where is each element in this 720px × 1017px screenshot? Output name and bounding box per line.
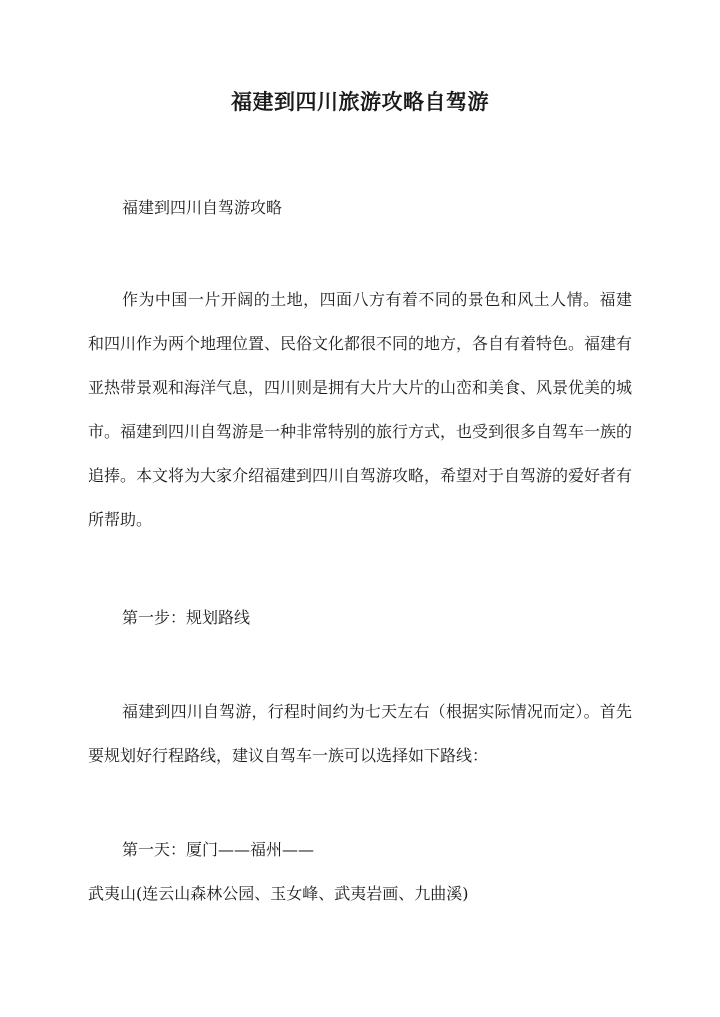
step1-paragraph: 福建到四川自驾游，行程时间约为七天左右（根据实际情况而定）。首先要规划好行程路线，建议自驾车一族可以选择如下路线： bbox=[88, 702, 632, 765]
document-title: 福建到四川旅游攻略自驾游 bbox=[231, 89, 489, 114]
section-subtitle: 福建到四川自驾游攻略 bbox=[122, 198, 283, 217]
step1-heading: 第一步：规划路线 bbox=[122, 608, 251, 627]
intro-paragraph: 作为中国一片开阔的土地，四面八方有着不同的景色和风土人情。福建和四川作为两个地理位置、民俗文化都很不同的地方，各自有着特色。福建有亚热带景观和海洋气息，四川则是拥有大片大片的山峦和美食、风景优美的城市。福建到四川自驾游是一种非常特别的旅行方式，也受到很多自驾车一族的追捧。本文将为大家介绍福建到四川自驾游攻略，希望对于自驾游的爱好者有所帮助。 bbox=[88, 290, 633, 529]
day1-heading: 第一天：厦门——福州—— bbox=[122, 840, 315, 859]
day1-detail: 武夷山(连云山森林公园、玉女峰、武夷岩画、九曲溪) bbox=[88, 884, 469, 903]
